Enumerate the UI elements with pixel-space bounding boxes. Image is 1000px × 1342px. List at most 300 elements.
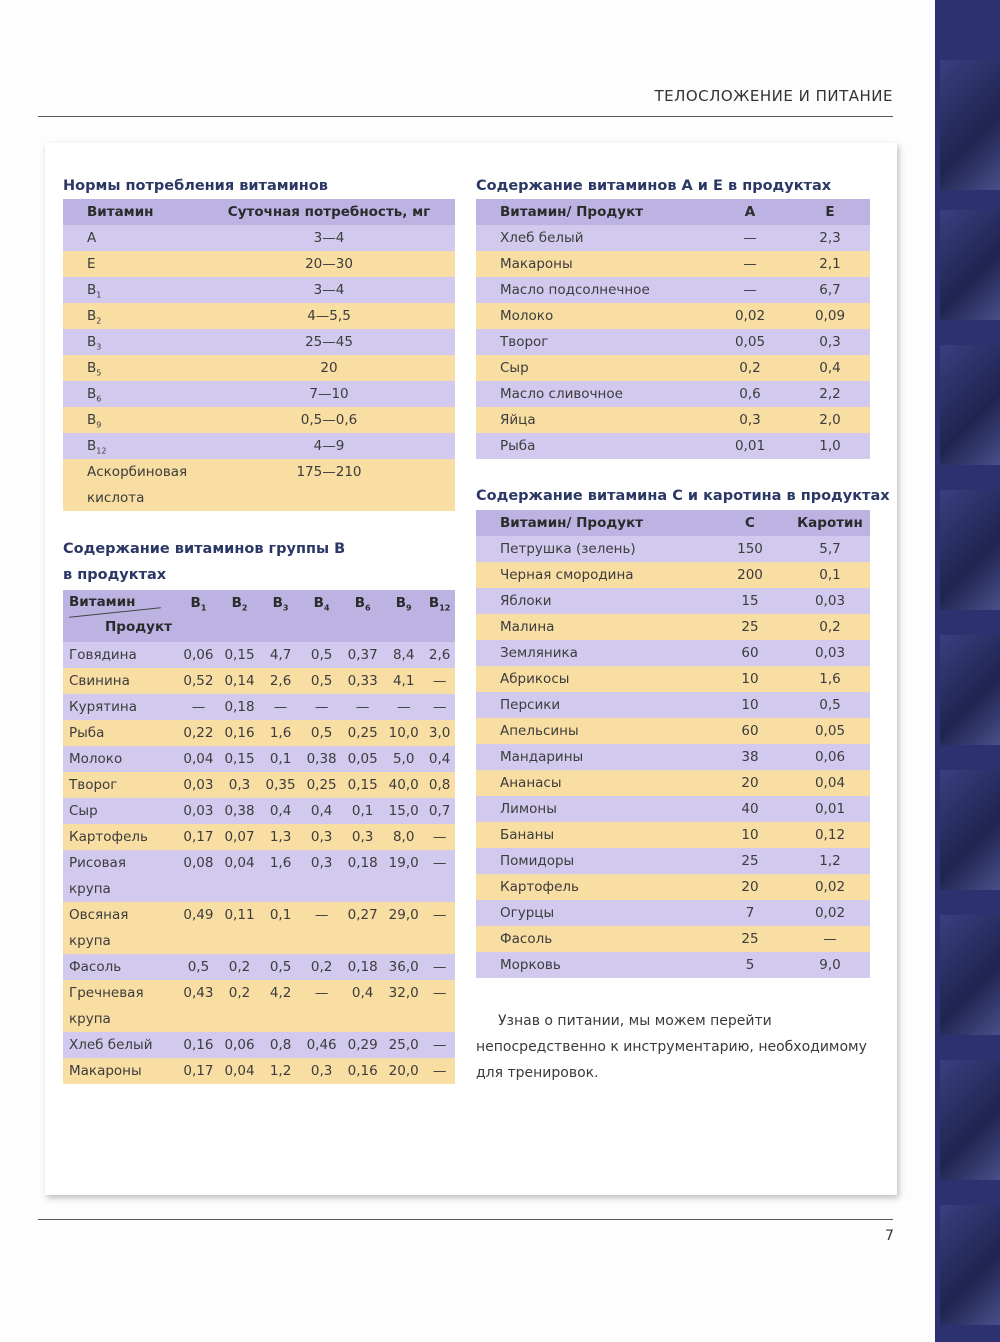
daily-requirement-cell: 20 xyxy=(320,360,338,376)
product-cell: Гречневая крупа xyxy=(69,985,144,1027)
value-cell: 0,04 xyxy=(183,751,214,767)
value-cell: 0,18 xyxy=(224,699,255,715)
value-cell: 40 xyxy=(741,801,759,817)
vitamin-label: B xyxy=(87,386,97,402)
column-header: Суточная потребность, мг xyxy=(227,204,431,220)
value-cell: 0,1 xyxy=(819,567,841,583)
vitamin-cell xyxy=(63,303,203,329)
value-cell: 3,0 xyxy=(428,725,451,741)
value-cell: 1,6 xyxy=(819,671,841,687)
value-cell: 0,5 xyxy=(310,647,333,663)
product-cell: Молоко xyxy=(69,751,123,767)
value-cell: 0,03 xyxy=(183,777,214,793)
table-row xyxy=(63,772,455,798)
value-cell: 2,0 xyxy=(819,412,841,428)
product-cell: Черная смородина xyxy=(500,567,634,583)
product-cell: Бананы xyxy=(500,827,555,843)
vitamin-label: B xyxy=(313,595,324,611)
value-cell: 0,5 xyxy=(269,959,292,975)
product-cell: Мандарины xyxy=(500,749,584,765)
value-cell: 0,25 xyxy=(306,777,337,793)
column-header: Витамин/ Продукт xyxy=(500,515,644,531)
value-cell: — xyxy=(314,699,329,715)
vitamin-subscript: 1 xyxy=(200,603,207,613)
value-cell: 0,49 xyxy=(183,907,214,923)
value-cell: 0,25 xyxy=(347,725,378,741)
product-cell: Творог xyxy=(500,334,549,350)
value-cell: 0,8 xyxy=(269,1037,292,1053)
table-row xyxy=(63,824,455,850)
value-cell: — xyxy=(743,230,757,246)
product-cell: Молоко xyxy=(500,308,554,324)
vitamin-subscript: 12 xyxy=(439,603,451,613)
value-cell: — xyxy=(314,985,329,1001)
value-cell: 0,5 xyxy=(819,697,841,713)
table-row xyxy=(63,798,455,824)
table-row xyxy=(476,614,870,640)
value-cell: 0,4 xyxy=(428,751,451,767)
table-row xyxy=(63,980,455,1032)
value-cell: 0,8 xyxy=(428,777,451,793)
value-cell: 0,4 xyxy=(310,803,333,819)
value-cell: 0,2 xyxy=(228,985,251,1001)
daily-requirement-cell: 4—9 xyxy=(313,438,345,454)
table-row xyxy=(476,562,870,588)
photo-thumbnail xyxy=(940,490,1000,610)
vitb-table xyxy=(63,590,455,1084)
table-row xyxy=(63,277,455,303)
value-cell: 10 xyxy=(741,671,759,687)
value-cell: 0,15 xyxy=(347,777,378,793)
product-cell: Хлеб белый xyxy=(500,230,584,246)
table-row xyxy=(476,407,870,433)
value-cell: 0,02 xyxy=(814,879,846,895)
daily-requirement-cell: 175—210 xyxy=(296,464,362,480)
value-cell: 10,0 xyxy=(388,725,419,741)
product-cell: Персики xyxy=(500,697,561,713)
table-row xyxy=(476,355,870,381)
value-cell: — xyxy=(432,673,447,689)
photo-thumbnail xyxy=(940,210,1000,320)
table-row xyxy=(476,822,870,848)
value-cell: 0,01 xyxy=(734,438,766,454)
vitb-title-line2: в продуктах xyxy=(63,567,167,583)
value-cell: 9,0 xyxy=(819,957,841,973)
table-row xyxy=(63,433,455,459)
table-row xyxy=(63,1058,455,1084)
daily-requirement-cell: 3—4 xyxy=(313,282,345,298)
vitamin-cell xyxy=(63,381,203,407)
value-cell: 2,6 xyxy=(428,647,451,663)
value-cell: — xyxy=(314,907,329,923)
value-cell: 0,03 xyxy=(814,593,846,609)
daily-requirement-cell: 3—4 xyxy=(313,230,345,246)
vitamin-subscript: 6 xyxy=(365,603,371,613)
value-cell: — xyxy=(432,1037,447,1053)
column-header xyxy=(260,590,301,642)
column-header xyxy=(383,590,424,642)
corner-vitamin-label: Витамин xyxy=(69,594,136,610)
value-cell: 2,2 xyxy=(819,386,841,402)
value-cell: 40,0 xyxy=(388,777,419,793)
value-cell: 4,2 xyxy=(269,985,292,1001)
table-row xyxy=(63,407,455,433)
value-cell: 7 xyxy=(745,905,755,921)
value-cell: — xyxy=(355,699,370,715)
vitamin-subscript: 6 xyxy=(96,394,102,404)
column-header: E xyxy=(825,204,835,220)
value-cell: 0,18 xyxy=(347,855,378,871)
value-cell: 0,2 xyxy=(739,360,761,376)
value-cell: 15 xyxy=(741,593,759,609)
column-header xyxy=(219,590,260,642)
value-cell: 15,0 xyxy=(388,803,419,819)
table-row xyxy=(63,381,455,407)
value-cell: — xyxy=(432,907,447,923)
vitamin-label: Аскорбиновая кислота xyxy=(87,464,188,506)
table-row xyxy=(63,225,455,251)
value-cell: 20 xyxy=(741,879,759,895)
value-cell: 0,3 xyxy=(819,334,841,350)
table-row xyxy=(63,355,455,381)
value-cell: 20 xyxy=(741,775,759,791)
norms-title: Нормы потребления витаминов xyxy=(63,178,328,194)
value-cell: — xyxy=(273,699,288,715)
value-cell: 0,16 xyxy=(224,725,255,741)
vitamin-cell xyxy=(63,251,203,277)
table-row xyxy=(476,433,870,459)
value-cell: 1,6 xyxy=(269,725,292,741)
value-cell: 2,1 xyxy=(819,256,841,272)
value-cell: 0,5 xyxy=(310,725,333,741)
value-cell: — xyxy=(432,699,447,715)
vitamin-label: B xyxy=(272,595,283,611)
vitc-title: Содержание витамина C и каротина в продуктах xyxy=(476,488,890,504)
vitamin-label: B xyxy=(428,595,440,611)
vitamin-subscript: 9 xyxy=(406,603,412,613)
value-cell: 0,4 xyxy=(819,360,841,376)
product-cell: Рыба xyxy=(500,438,536,454)
product-cell: Помидоры xyxy=(500,853,575,869)
table-row xyxy=(63,954,455,980)
table-row xyxy=(476,588,870,614)
daily-requirement-cell: 4—5,5 xyxy=(307,308,351,324)
column-header: Витамин xyxy=(87,204,154,220)
value-cell: 0,38 xyxy=(306,751,337,767)
table-row xyxy=(63,642,455,668)
vitamin-subscript: 2 xyxy=(241,603,248,613)
value-cell: 1,2 xyxy=(819,853,841,869)
vitamin-label: E xyxy=(87,256,96,272)
vitamin-label: B xyxy=(87,412,97,428)
table-row xyxy=(63,668,455,694)
table-row xyxy=(476,796,870,822)
vitamin-cell xyxy=(63,355,203,381)
value-cell: 0,4 xyxy=(269,803,292,819)
photo-thumbnail xyxy=(940,345,1000,465)
value-cell: 0,04 xyxy=(224,1063,255,1079)
header-row xyxy=(476,199,870,225)
vitamin-label: B xyxy=(87,360,97,376)
value-cell: 5 xyxy=(745,957,755,973)
vitamin-subscript: 3 xyxy=(96,342,102,352)
product-cell: Макароны xyxy=(69,1063,142,1079)
table-row xyxy=(476,666,870,692)
value-cell: — xyxy=(191,699,206,715)
value-cell: 0,15 xyxy=(224,647,255,663)
value-cell: 29,0 xyxy=(388,907,419,923)
value-cell: — xyxy=(432,985,447,1001)
product-cell: Абрикосы xyxy=(500,671,570,687)
value-cell: 25 xyxy=(741,853,759,869)
table-row xyxy=(476,381,870,407)
column-header xyxy=(301,590,342,642)
vitamin-cell xyxy=(63,277,203,303)
column-header: C xyxy=(745,515,755,531)
value-cell: 0,7 xyxy=(428,803,451,819)
column-header: Витамин/ Продукт xyxy=(500,204,644,220)
header-row xyxy=(63,199,455,225)
vitamin-subscript: 4 xyxy=(323,603,330,613)
column-header: A xyxy=(744,204,756,220)
column-header: Каротин xyxy=(797,515,863,531)
table-row xyxy=(476,952,870,978)
vitamin-subscript: 12 xyxy=(96,446,107,456)
value-cell: 0,3 xyxy=(228,777,251,793)
photo-thumbnail xyxy=(940,60,1000,190)
value-cell: 0,2 xyxy=(228,959,251,975)
value-cell: 8,4 xyxy=(392,647,415,663)
value-cell: 0,22 xyxy=(183,725,214,741)
value-cell: 5,7 xyxy=(819,541,841,557)
product-cell: Огурцы xyxy=(500,905,555,921)
table-row xyxy=(476,225,870,251)
value-cell: 0,17 xyxy=(183,829,214,845)
value-cell: 1,3 xyxy=(269,829,292,845)
value-cell: 5,0 xyxy=(392,751,415,767)
value-cell: — xyxy=(432,959,447,975)
product-cell: Картофель xyxy=(69,829,148,845)
value-cell: — xyxy=(432,829,447,845)
table-row xyxy=(63,902,455,954)
value-cell: 0,06 xyxy=(814,749,846,765)
value-cell: 25 xyxy=(741,931,759,947)
corner-product-label: Продукт xyxy=(105,619,172,635)
value-cell: 0,03 xyxy=(814,645,846,661)
table-row xyxy=(63,459,455,511)
value-cell: 0,05 xyxy=(347,751,378,767)
value-cell: 0,04 xyxy=(814,775,846,791)
column-header xyxy=(342,590,383,642)
value-cell: 0,1 xyxy=(269,907,292,923)
product-cell: Картофель xyxy=(500,879,579,895)
value-cell: 0,03 xyxy=(183,803,214,819)
value-cell: 0,52 xyxy=(183,673,214,689)
value-cell: 0,02 xyxy=(734,308,766,324)
value-cell: 0,3 xyxy=(310,855,333,871)
corner-header xyxy=(63,590,178,642)
product-cell: Говядина xyxy=(69,647,137,663)
footer-rule xyxy=(38,1219,893,1220)
value-cell: 0,02 xyxy=(814,905,846,921)
product-cell: Земляника xyxy=(500,645,578,661)
value-cell: 0,5 xyxy=(187,959,210,975)
table-row xyxy=(476,744,870,770)
table-row xyxy=(476,692,870,718)
value-cell: 0,6 xyxy=(739,386,761,402)
product-cell: Петрушка (зелень) xyxy=(500,541,636,557)
value-cell: 60 xyxy=(741,723,759,739)
header-row xyxy=(476,510,870,536)
value-cell: 36,0 xyxy=(388,959,419,975)
vitamin-subscript: 9 xyxy=(96,420,102,430)
value-cell: 0,2 xyxy=(819,619,841,635)
product-cell: Малина xyxy=(500,619,555,635)
value-cell: 8,0 xyxy=(392,829,415,845)
value-cell: 4,7 xyxy=(269,647,292,663)
vitamin-label: B xyxy=(354,595,365,611)
value-cell: 0,07 xyxy=(224,829,255,845)
value-cell: 0,15 xyxy=(224,751,255,767)
value-cell: 6,7 xyxy=(819,282,841,298)
product-cell: Морковь xyxy=(500,957,561,973)
product-cell: Масло подсолнечное xyxy=(500,282,650,298)
photo-thumbnail xyxy=(940,1205,1000,1325)
value-cell: 0,37 xyxy=(347,647,378,663)
value-cell: 0,3 xyxy=(310,1063,333,1079)
photo-thumbnail xyxy=(940,915,1000,1035)
photo-thumbnail xyxy=(940,770,1000,890)
vitamin-label: B xyxy=(87,438,97,454)
value-cell: 0,4 xyxy=(351,985,374,1001)
value-cell: 0,11 xyxy=(224,907,255,923)
product-cell: Овсяная крупа xyxy=(69,907,129,949)
product-cell: Творог xyxy=(69,777,118,793)
value-cell: 0,2 xyxy=(310,959,333,975)
table-row xyxy=(63,329,455,355)
table-row xyxy=(63,746,455,772)
value-cell: 0,3 xyxy=(351,829,374,845)
value-cell: 0,17 xyxy=(183,1063,214,1079)
value-cell: 0,38 xyxy=(224,803,255,819)
value-cell: 0,05 xyxy=(734,334,766,350)
vitamin-label: B xyxy=(87,334,97,350)
value-cell: — xyxy=(432,1063,447,1079)
value-cell: 0,27 xyxy=(347,907,378,923)
table-row xyxy=(476,848,870,874)
value-cell: 20,0 xyxy=(388,1063,419,1079)
value-cell: 0,5 xyxy=(310,673,333,689)
product-cell: Рисовая крупа xyxy=(69,855,126,897)
value-cell: 0,3 xyxy=(739,412,761,428)
table-row xyxy=(476,303,870,329)
value-cell: 0,1 xyxy=(269,751,292,767)
value-cell: 150 xyxy=(737,541,763,557)
value-cell: 1,2 xyxy=(269,1063,292,1079)
value-cell: 0,06 xyxy=(183,647,214,663)
table-row xyxy=(476,640,870,666)
table-row xyxy=(63,303,455,329)
table-row xyxy=(476,536,870,562)
table-row xyxy=(476,926,870,952)
photo-thumbnail xyxy=(940,635,1000,745)
value-cell: 0,43 xyxy=(183,985,214,1001)
product-cell: Апельсины xyxy=(500,723,579,739)
vitamin-label: B xyxy=(395,595,407,611)
table-row xyxy=(63,1032,455,1058)
value-cell: — xyxy=(396,699,411,715)
value-cell: 0,12 xyxy=(814,827,846,843)
value-cell: 25 xyxy=(741,619,759,635)
vitamin-subscript: 5 xyxy=(96,368,102,378)
value-cell: 0,01 xyxy=(814,801,846,817)
product-cell: Яйца xyxy=(500,412,536,428)
page-number: 7 xyxy=(885,1228,894,1244)
table-row xyxy=(476,770,870,796)
daily-requirement-cell: 0,5—0,6 xyxy=(300,412,358,428)
column-header xyxy=(178,590,219,642)
value-cell: 32,0 xyxy=(388,985,419,1001)
product-cell: Свинина xyxy=(69,673,130,689)
table-row xyxy=(476,874,870,900)
value-cell: 0,46 xyxy=(306,1037,337,1053)
value-cell: 19,0 xyxy=(388,855,419,871)
vitb-title-line1: Содержание витаминов группы B xyxy=(63,541,346,557)
product-cell: Фасоль xyxy=(69,959,122,975)
value-cell: 0,33 xyxy=(347,673,378,689)
value-cell: 60 xyxy=(741,645,759,661)
value-cell: 0,09 xyxy=(814,308,846,324)
product-cell: Масло сливочное xyxy=(500,386,623,402)
product-cell: Фасоль xyxy=(500,931,553,947)
table-row xyxy=(476,900,870,926)
product-cell: Хлеб белый xyxy=(69,1037,153,1053)
vitamin-cell xyxy=(63,329,203,355)
table-row xyxy=(63,694,455,720)
product-cell: Яблоки xyxy=(500,593,552,609)
norms-table xyxy=(63,199,455,511)
vitamin-label: B xyxy=(231,595,242,611)
product-cell: Макароны xyxy=(500,256,573,272)
vitamin-label: A xyxy=(87,230,97,246)
product-cell: Сыр xyxy=(500,360,529,376)
vitb-title xyxy=(63,536,345,588)
vitamin-cell xyxy=(63,407,203,433)
value-cell: 0,04 xyxy=(224,855,255,871)
vitamin-subscript: 3 xyxy=(282,603,289,613)
vitamin-cell xyxy=(63,225,203,251)
vitamin-subscript: 2 xyxy=(96,316,102,326)
value-cell: — xyxy=(432,855,447,871)
value-cell: 0,08 xyxy=(183,855,214,871)
value-cell: 25,0 xyxy=(388,1037,419,1053)
photo-thumbnail xyxy=(940,1060,1000,1180)
value-cell: 200 xyxy=(737,567,763,583)
body-paragraph: Узнав о питании, мы можем перейти непосредственно к инструментарию, необходимому для тренировок. xyxy=(476,1013,867,1081)
value-cell: 1,6 xyxy=(269,855,292,871)
product-cell: Рыба xyxy=(69,725,105,741)
value-cell: — xyxy=(823,931,837,947)
vitamin-cell xyxy=(63,433,203,459)
vitamin-label: B xyxy=(87,308,97,324)
table-row xyxy=(476,329,870,355)
value-cell: 0,14 xyxy=(224,673,255,689)
running-header: ТЕЛОСЛОЖЕНИЕ И ПИТАНИЕ xyxy=(654,87,893,105)
table-row xyxy=(63,850,455,902)
column-header xyxy=(424,590,455,642)
product-cell: Лимоны xyxy=(500,801,557,817)
vitamin-subscript: 1 xyxy=(96,290,102,300)
